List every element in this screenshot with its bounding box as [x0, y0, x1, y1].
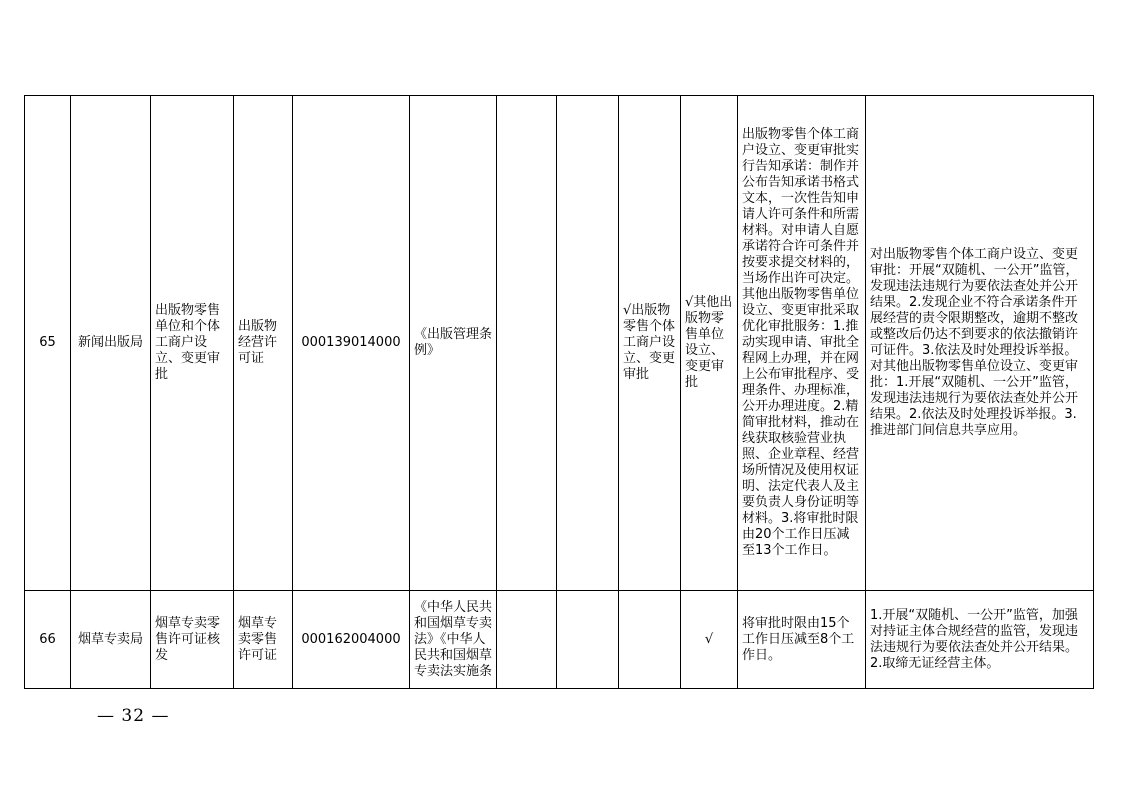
reform-measures-cell [738, 96, 866, 591]
license-name-cell: 烟草专卖零售许可证 [234, 591, 293, 689]
legal-basis-cell: 《中华人民共和国烟草专卖法》《中华人民共和国烟草专卖法实施条 [410, 591, 497, 689]
item-name-cell: 出版物零售单位和个体工商户设立、变更审批 [151, 96, 234, 591]
legal-basis-cell: 《出版管理条例》 [410, 96, 497, 591]
reform-method-cell [619, 591, 681, 689]
table-row [25, 591, 1094, 689]
reform-method-cell [557, 96, 619, 591]
supervision-measures-text: 1.开展“双随机、一公开”监管，加强对持证主体合规经营的监管，发现违法违规行为要依法查处并公开结果。2.取缔无证经营主体。 [870, 607, 1079, 671]
supervision-measures-text: 对出版物零售个体工商户设立、变更审批：开展“双随机、一公开”监管，发现违法违规行为要依法查处并公开结果。2.发现企业不符合承诺条件开展经营的责令限期整改，逾期不整改或整改后仍达不到要求的依法撤销许可证件。3.依法及时处理投诉举报。 对其他出版物零售单位设立、变更审批：1.开展“双随机、一公开”监管，发现违法违规行为要依法查处并公开结果。2.依法及时处理投诉举报。3.推进部门间信息共享应用。 [870, 247, 1079, 438]
reform-method-cell [557, 591, 619, 689]
reform-method-cell [497, 96, 557, 591]
reform-method-cell: √ [681, 591, 738, 689]
row-number: 65 [25, 96, 71, 591]
reform-measures-text: 将审批时限由15个工作日压减至8个工作日。 [742, 615, 855, 663]
reform-method-cell: √出版物零售个体工商户设立、变更审批 [619, 96, 681, 591]
reform-method-cell [497, 591, 557, 689]
reform-measures-text: 出版物零售个体工商户设立、变更审批实行告知承诺：制作并公布告知承诺书格式文本，一次性告知申请人许可条件和所需材料。对申请人自愿承诺符合许可条件并按要求提交材料的，当场作出许可决定。 其他出版物零售单位设立、变更审批采取优化审批服务：1.推动实现申请、审批全程网上办理，并在网上公布审批程序、受理条件、办理标准，公开办理进度。2.精简审批材料，推动在线获取核验营业执照、企业章程、经营场所情况及使用权证明、法定代表人及主要负责人身份证明等材料。3.将审批时限由20个工作日压减至13个工作日。 [742, 127, 860, 558]
item-code-cell: 000139014000 [293, 96, 410, 591]
reform-measures-cell [738, 591, 866, 689]
item-code-cell: 000162004000 [293, 591, 410, 689]
table-row [25, 96, 1094, 591]
supervision-measures-cell [866, 591, 1094, 689]
reform-method-cell: √其他出版物零售单位设立、变更审批 [681, 96, 738, 591]
item-name-cell: 烟草专卖零售许可证核发 [151, 591, 234, 689]
department-cell: 烟草专卖局 [71, 591, 151, 689]
row-number: 66 [25, 591, 71, 689]
page-number: — 32 — [97, 706, 170, 726]
department-cell: 新闻出版局 [71, 96, 151, 591]
approval-items-table [24, 95, 1094, 689]
license-name-cell: 出版物经营许可证 [234, 96, 293, 591]
supervision-measures-cell [866, 96, 1094, 591]
